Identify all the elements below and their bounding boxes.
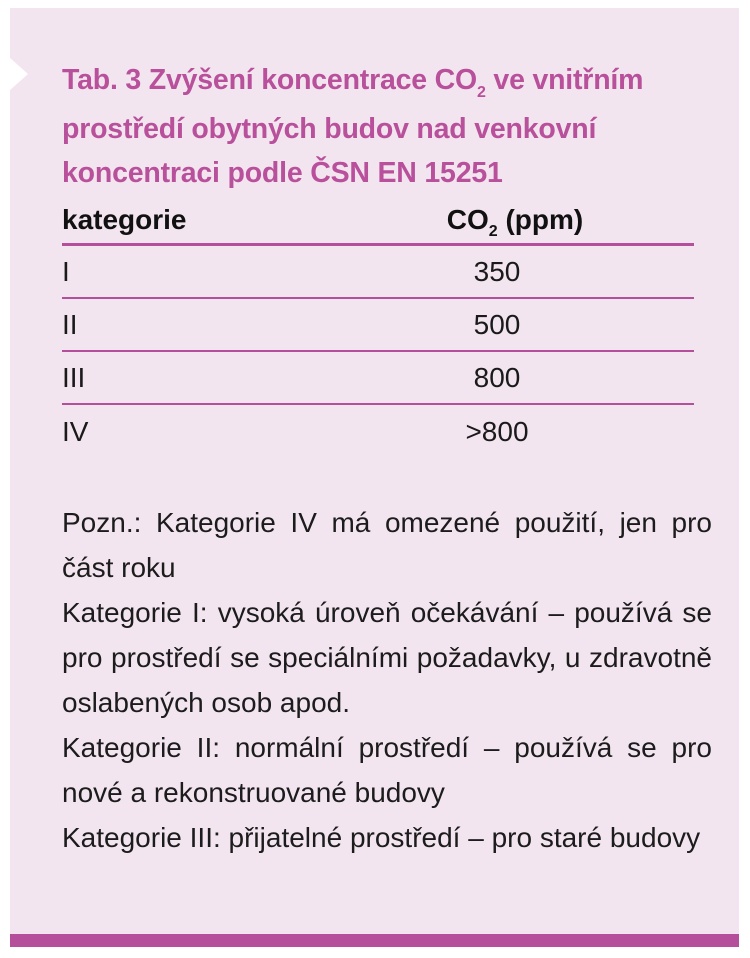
note-paragraph: Kategorie III: přijatelné prostředí – pro staré budovy: [62, 822, 701, 853]
cell-kategorie: I: [62, 255, 70, 287]
cell-co2: >800: [465, 415, 529, 447]
title-text-part1: Tab. 3 Zvýšení koncentrace CO: [62, 64, 477, 96]
title-text-part2: ve vnitřním prostředí obytných budov nad venkovní koncentraci podle ČSN EN 15251: [62, 64, 644, 189]
table-title: [62, 58, 712, 195]
cell-co2: 350: [473, 255, 521, 287]
table-row: [62, 405, 694, 458]
table-row: [62, 246, 694, 299]
note-paragraph: Kategorie I: vysoká úroveň očekávání – používá se pro prostředí se speciálními požadavky, u zdravotně oslabených osob apod.: [62, 597, 712, 718]
co2-table: [62, 196, 694, 458]
header-co2-subscript: 2: [488, 222, 498, 240]
table-notes: [62, 500, 712, 860]
cell-co2: 800: [473, 361, 521, 393]
bottom-accent-bar: [10, 934, 739, 947]
cell-kategorie: IV: [62, 415, 89, 447]
table-header-row: [62, 196, 694, 246]
note-paragraph: Kategorie II: normální prostředí – používá se pro nové a rekonstruované budovy: [62, 732, 712, 808]
cell-kategorie: II: [62, 308, 78, 340]
panel-notch-marker: [10, 58, 28, 90]
header-kategorie: kategorie: [62, 203, 187, 235]
header-co2-main: CO: [446, 203, 489, 235]
cell-co2: 500: [473, 308, 521, 340]
cell-kategorie: III: [62, 361, 86, 393]
table-row: [62, 352, 694, 405]
header-co2-unit: (ppm): [497, 203, 584, 235]
title-subscript: 2: [477, 84, 486, 101]
note-paragraph: Pozn.: Kategorie IV má omezené použití, jen pro část roku: [62, 507, 712, 583]
table-row: [62, 299, 694, 352]
header-co2: [362, 203, 632, 240]
